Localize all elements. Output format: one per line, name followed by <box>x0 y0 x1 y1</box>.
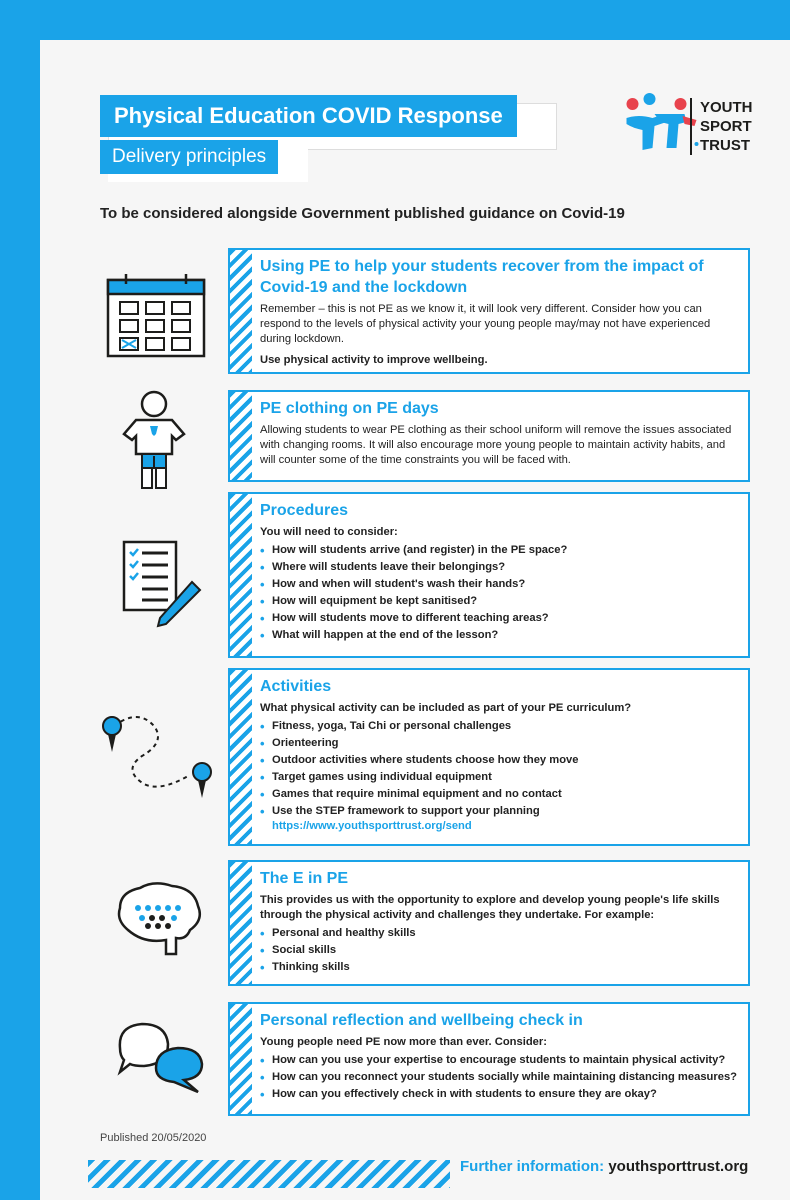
top-border <box>0 0 790 40</box>
section-hatch <box>230 494 252 656</box>
section-title: Personal reflection and wellbeing check in <box>260 1012 583 1029</box>
student-pe-kit-icon <box>118 390 190 490</box>
section-title: PE clothing on PE days <box>260 400 439 417</box>
list-item: • Outdoor activities where students choose how they move <box>260 752 738 769</box>
calendar-icon <box>106 272 206 358</box>
checklist-pencil-icon <box>120 538 202 630</box>
section-wellbeing <box>228 1002 750 1116</box>
section-lead: What physical activity can be included as part of your PE curriculum? <box>260 702 632 714</box>
brain-thinking-icon <box>114 880 204 960</box>
section-list <box>260 542 738 644</box>
section-pe-clothing <box>228 390 750 482</box>
page-subtitle: Delivery principles <box>100 140 278 174</box>
list-item: • Games that require minimal equipment and no contact <box>260 786 738 803</box>
section-hatch <box>230 1004 252 1114</box>
section-text: Allowing students to wear PE clothing as their school uniform will remove the issues associated with changing rooms. It will also encourage more young people to maintain activity habits, and will counter some of the time constraints you will be faced with. <box>260 424 732 466</box>
list-item: • Fitness, yoga, Tai Chi or personal challenges <box>260 718 738 735</box>
section-list <box>260 718 738 820</box>
section-title: Using PE to help your students recover from the impact of Covid-19 and the lockdown <box>260 258 704 296</box>
list-item: • Personal and healthy skills <box>260 925 738 942</box>
section-recover <box>228 248 750 374</box>
section-procedures <box>228 492 750 658</box>
section-lead: Young people need PE now more than ever. Consider: <box>260 1036 547 1048</box>
list-item: • Social skills <box>260 942 738 959</box>
section-lead: This provides us with the opportunity to explore and develop young people's life skills through the physical activity and challenges they undertake. For example: <box>260 894 720 921</box>
section-list <box>260 1052 738 1103</box>
list-item: • Use the STEP framework to support your planning <box>260 803 738 820</box>
section-hatch <box>230 670 252 844</box>
section-title: Procedures <box>260 502 349 519</box>
list-item: • How and when will student's wash their hands? <box>260 576 738 593</box>
list-item: • How will students arrive (and register) in the PE space? <box>260 542 738 559</box>
list-item: • Thinking skills <box>260 959 738 976</box>
list-item: • What will happen at the end of the lesson? <box>260 627 738 644</box>
section-activities <box>228 668 750 846</box>
list-item: • How can you use your expertise to encourage students to maintain physical activity? <box>260 1052 738 1069</box>
list-item: • How can you effectively check in with students to ensure they are okay? <box>260 1086 738 1103</box>
section-hatch <box>230 250 252 372</box>
list-item: • How can you reconnect your students socially while maintaining distancing measures? <box>260 1069 738 1086</box>
left-border <box>0 0 40 1200</box>
list-item: • Where will students leave their belongings? <box>260 559 738 576</box>
further-information <box>460 1158 748 1175</box>
section-list <box>260 925 738 976</box>
section-lead: You will need to consider: <box>260 526 398 538</box>
section-title: Activities <box>260 678 332 695</box>
list-item: • How will students move to different teaching areas? <box>260 610 738 627</box>
section-e-in-pe <box>228 860 750 986</box>
page-title: Physical Education COVID Response <box>100 95 517 137</box>
speech-bubbles-icon <box>112 1014 208 1094</box>
list-item: • Orienteering <box>260 735 738 752</box>
footer-hatch <box>88 1160 450 1188</box>
route-pins-icon <box>98 712 218 806</box>
section-text: Remember – this is not PE as we know it, it will look very different. Consider how you can respond to the levels of physical activity your young people may/may not have experienced during lockdown. <box>260 303 711 345</box>
list-item: • How will equipment be kept sanitised? <box>260 593 738 610</box>
section-title: The E in PE <box>260 870 349 887</box>
section-emphasis: Use physical activity to improve wellbeing. <box>260 354 488 366</box>
step-framework-link[interactable]: https://www.youthsporttrust.org/send <box>272 820 472 832</box>
further-label: Further information: <box>460 1158 605 1175</box>
further-url-link[interactable]: youthsporttrust.org <box>608 1158 749 1175</box>
list-item: • Target games using individual equipment <box>260 769 738 786</box>
logo-wordmark: YOUTH SPORT TRUST <box>690 98 753 155</box>
published-date: Published 20/05/2020 <box>100 1132 207 1144</box>
intro-text: To be considered alongside Government published guidance on Covid-19 <box>100 205 625 222</box>
section-hatch <box>230 862 252 984</box>
section-hatch <box>230 392 252 480</box>
